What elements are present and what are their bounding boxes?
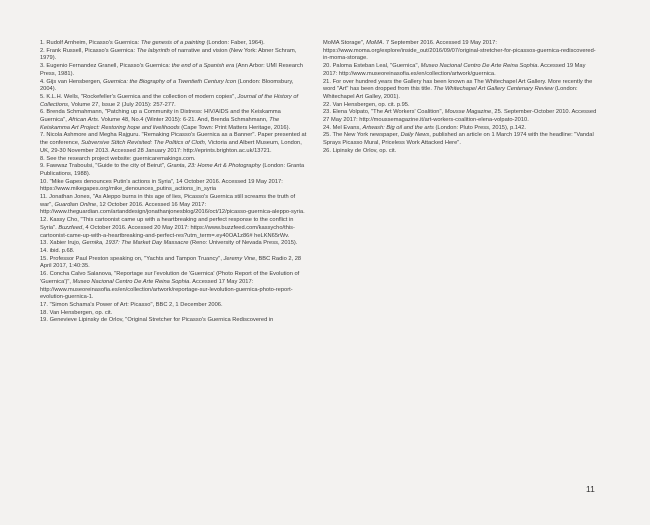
endnote-text: The Whitechapel Art Gallery Centenary Review [433, 86, 554, 93]
endnote [40, 217, 308, 240]
endnote [40, 179, 308, 194]
endnote-text: (London: Bloomsbury, 2004). [40, 78, 294, 93]
endnotes-left-column [40, 40, 308, 325]
endnote-text: 14. ibid. p.68. [40, 247, 75, 254]
endnote-text: of narrative and vision (New York: Abner Schram, 1979). [40, 47, 297, 62]
endnote-text: 15. Professor Paul Preston speaking on, "Yachts and Tampon Truancy", [40, 255, 224, 262]
endnote-text: (Reno: University of Nevada Press, 2015). [188, 240, 298, 247]
endnote-text: Museo Nacional Centro De Arte Reina Sophia [72, 278, 190, 285]
endnote-text: . Volume 48, No.4 (Winter 2015): 6-21. And, Brenda Schmahmann, [97, 117, 270, 124]
endnote-text: 25. The New York newspaper, [323, 132, 401, 139]
endnote [323, 148, 598, 156]
endnote-text: 20. Paloma Esteban Leal, "Guernica", [323, 63, 421, 70]
endnote [40, 94, 308, 109]
endnote-text: Jeremy Vine [223, 255, 256, 262]
endnote-text: 19. Genevieve Lipinsky de Orlov, "Original Stretcher for Picasso's Guernica Rediscovered in [40, 317, 274, 324]
endnote-text: 12. Kassy Cho, "This cartoonist came up with a heartbreaking and perfect response to the conflict in Syria". [40, 217, 294, 231]
endnote [40, 256, 308, 271]
endnote-text: Museo Nacional Centro De Arte Reina Sophia [420, 63, 538, 70]
endnote-text: Gernika, 1937: The Market Day Massacre [82, 240, 189, 247]
endnote [40, 248, 308, 256]
endnote-text: , BBC Radio 2, 28 April 2017, 1:40:35. [40, 255, 302, 270]
endnote-text: (London: Granta Publications, 1988). [40, 163, 305, 177]
endnote-text: Granta, 23: Home Art & Photography [167, 163, 261, 170]
endnote-text: Mousse Magazine [444, 109, 492, 116]
endnote [40, 79, 308, 94]
endnote-text: (London: Whitechapel Art Galley, 2001). [323, 86, 578, 100]
endnote [40, 132, 308, 155]
endnote-text: The labyrinth [136, 47, 170, 54]
endnote [40, 40, 308, 48]
endnote-text: 1. Rudolf Arnheim, Picasso's Guernica: [40, 40, 141, 46]
endnote-text: 6. Brenda Schmahmann, "Patching up a Community in Distress: HIV/AIDS and the Keiskamma Guernica", [40, 109, 281, 124]
endnote-text: 26. Lipinsky de Orlov, op. cit. [323, 147, 397, 154]
endnote [40, 48, 308, 63]
endnote-text: 22. Van Hensbergen, op. cit. p.95. [323, 101, 410, 108]
endnote [40, 271, 308, 302]
endnote-text: . Accessed 17 May 2017: http://www.museoreinasofia.es/en/collection/artwork/reportage-sur-levolution-guernica-photo-report-evolution-guernica-1. [40, 278, 293, 301]
endnote [40, 302, 308, 310]
endnote-text: the end of a Spanish era [171, 63, 235, 70]
endnote-text: 16. Concha Calvo Salanova, "Reportage sur l'evolution de 'Guernica' (Photo Report of the Evolution of 'Guernica')", [40, 271, 300, 285]
endnote-text: 24. Mel Evans, [323, 124, 363, 131]
endnote-text: African Arts [68, 117, 98, 124]
endnote-text: Buzzfeed [58, 224, 83, 231]
endnote-text: 3. Eugenio Fernandez Granell, Picasso's Guernica: [40, 63, 172, 70]
endnote-text: . 7 September 2016. Accessed 19 May 2017: https://www.moma.org/explore/inside_out/2016/09/07/original-stretcher-for-picassos-guernica-rediscovered-in-moma-storage. [323, 40, 596, 62]
endnote-text: Artwash: Big oil and the arts [362, 124, 434, 131]
endnote-text: , Victoria and Albert Museum, London, UK, 29-30 November 2013. Accessed 28 January 2017: http://eprints.brighton.ac.uk/13721. [40, 140, 302, 154]
endnote-text: (Ann Arbor: UMI Research Press, 1981). [40, 63, 303, 77]
endnote-text: 23. Elena Volpato, "The Art Workers' Coalition", [323, 109, 445, 116]
endnote-text: The Keiskamma Art Project: Restoring hope and livelihoods [40, 117, 280, 131]
endnote-text: (Cape Town: Print Matters Heritage, 2016). [179, 124, 291, 131]
endnote [323, 40, 598, 63]
endnote [40, 163, 308, 178]
endnote-text: , 25. September-October 2010. Accessed 27 May 2017: http://moussemagazine.it/art-workers-coalition-elena-volpato-2010. [323, 109, 597, 124]
endnote-text: 4. Gijs van Hensbergen, [40, 78, 104, 85]
endnote [323, 79, 598, 102]
endnote-text: Guardian Online [54, 201, 97, 208]
endnote [40, 156, 308, 164]
endnotes-right-column [323, 40, 598, 156]
endnote-text: MoMA Storage", [323, 40, 367, 46]
endnote-text: (London: Faber, 1964). [204, 40, 265, 46]
endnote-text: 17. "Simon Schama's Power of Art: Picasso", BBC 2, 1 December 2006. [40, 301, 223, 308]
endnote-text: , 4 October 2016. Accessed 20 May 2017: https://www.buzzfeed.com/kassycho/this-cartoonist-came-up-with-a-heartbreaking-and-perfect-res?utm_term=.ey40OA1z86# heLKN65rWv. [40, 224, 295, 239]
endnote-text: (London: Pluto Press, 2015), p.142. [433, 124, 527, 131]
endnote-text: Journal of the History of Collections [40, 93, 299, 108]
endnote [40, 240, 308, 248]
endnote-text: 18. Van Hensbergen, op. cit. [40, 309, 113, 316]
endnote-text: The genesis of a painting [140, 40, 205, 46]
endnote-text: 13. Xabier Irujo, [40, 240, 83, 247]
endnote [323, 132, 598, 147]
endnote [40, 109, 308, 132]
endnote [323, 125, 598, 133]
endnote-text: 21. For over hundred years the Gallery has been known as The Whitechapel Art Gallery. More recently the word "Art" has been dropped from this title. [323, 78, 593, 93]
endnote [323, 102, 598, 110]
endnote-text: 11. Jonathan Jones, "As Aleppo burns in this age of lies, Picasso's Guernica still screams the truth of war", [40, 194, 296, 208]
endnote-text: MoMA [366, 40, 383, 46]
endnote [40, 63, 308, 78]
endnote-text: 8. See the research project website: guernicaremakings.com. [40, 155, 196, 162]
endnote-text: . Accessed 19 May 2017: http://www.museoreinasofia.es/en/collection/artwork/guernica. [323, 63, 586, 77]
endnote [323, 63, 598, 78]
endnote [40, 194, 308, 217]
endnote-text: Daily News [400, 132, 430, 139]
endnote-text: Guernica: the Biography of a Twentieth Century Icon [103, 78, 237, 85]
endnote [40, 310, 308, 318]
endnote-text: 9. Fawwaz Traboulsi, "Guide to the city of Beirut", [40, 163, 168, 170]
page-number: 11 [586, 484, 595, 494]
endnote [40, 317, 308, 325]
endnote-text: , published an article on 1 March 1974 with the headline: "Vandal Sprays Picasso Mural, Priceless Work Attacked Here". [323, 132, 594, 147]
endnote-text: 2. Frank Russell, Picasso's Guernica: [40, 47, 137, 54]
endnote-text: 7. Nicola Ashmore and Megha Rajguru. "Remaking Picasso's Guernica as a Banner". Paper presented at the conference, [40, 132, 307, 147]
endnote [323, 109, 598, 124]
endnote-text: , Volume 27, Issue 2 (July 2015): 257-277. [68, 101, 176, 108]
endnote-text: 5. K.L.H. Wells, "Rockefeller's Guernica and the collection of modern copies", [40, 93, 238, 100]
endnote-text: 10. "Mike Gapes denounces Putin's actions in Syria", 14 October 2016. Accessed 19 May 2017: https://www.mikegapes.org/mike_denounces_putins_actions_in_syria [40, 178, 283, 193]
endnote-text: Subversive Stitch Revisited: The Politics of Cloth [81, 140, 205, 147]
endnote-text: , 12 October 2016. Accessed 16 May 2017: http://www.theguardian.com/artanddesign/jonathanjonesblog/2016/oct/12/picasso-guernica-aleppo-syria. [40, 201, 305, 216]
